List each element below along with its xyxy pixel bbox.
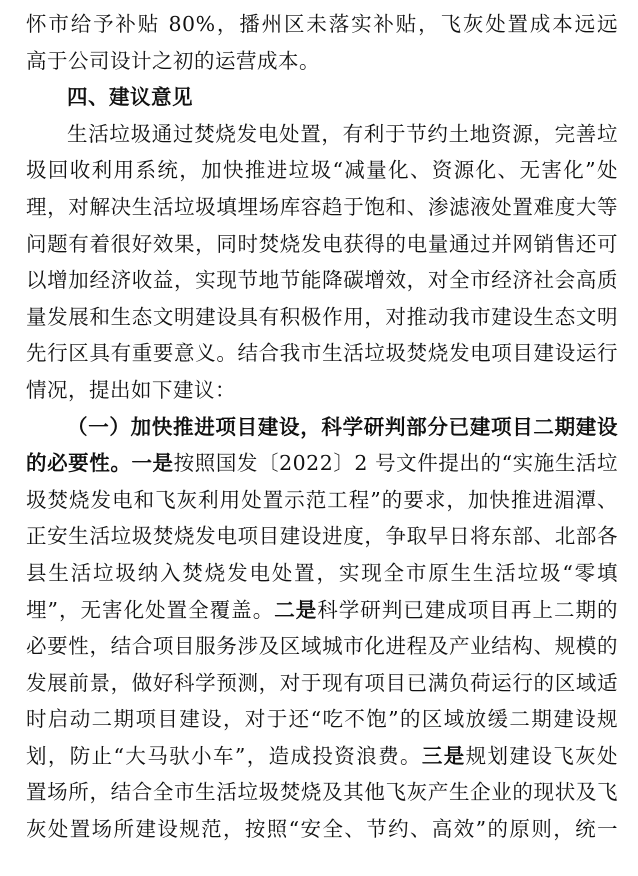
subsection-heading-cont: 的必要性。: [26, 451, 132, 476]
paragraph-line: 置场所，结合全市生活垃圾焚烧及其他飞灰产生企业的现状及飞: [26, 780, 618, 805]
point-label: 二是: [274, 597, 318, 622]
paragraph-line: 量发展和生态文明建设具有积极作用，对推动我市建设生态文明: [26, 304, 618, 329]
subsection-heading: （一）加快推进项目建设，科学研判部分已建项目二期建设: [67, 414, 618, 439]
paragraph-line: 理，对解决生活垃圾填埋场库容趋于饱和、渗滤液处置难度大等: [26, 194, 618, 219]
paragraph-line: 生活垃圾通过焚烧发电处置，有利于节约土地资源，完善垃: [67, 121, 618, 146]
paragraph-line: 时启动二期项目建设，对于还“吃不饱”的区域放缓二期建设规: [26, 707, 618, 732]
paragraph-line: 发展前景，做好科学预测，对于现有项目已满负荷运行的区域适: [26, 670, 618, 695]
paragraph-line: 问题有着很好效果，同时焚烧发电获得的电量通过并网销售还可: [26, 231, 618, 256]
section-heading: 四、建议意见: [67, 85, 193, 110]
paragraph-line: [26, 592, 618, 629]
point-text: 规划建设飞灰处: [465, 743, 618, 768]
point-label: 三是: [421, 743, 466, 768]
paragraph-line: 怀市给予补贴 80%，播州区未落实补贴，飞灰处置成本远远: [26, 12, 618, 36]
point-text: 划，防止“大马驮小车”，造成投资浪费。: [26, 743, 422, 768]
paragraph-line: 圾焚烧发电和飞灰利用处置示范工程”的要求，加快推进湄潭、: [26, 487, 618, 512]
paragraph-line: 县生活垃圾纳入焚烧发电处置，实现全市原生生活垃圾“零填: [26, 560, 618, 585]
paragraph-line: 必要性，结合项目服务涉及区域城市化进程及产业结构、规模的: [26, 634, 618, 659]
point-text: 按照国发〔2022〕2 号文件提出的“实施生活垃: [173, 451, 619, 476]
paragraph-line: 灰处置场所建设规范，按照“安全、节约、高效”的原则，统一: [26, 817, 618, 842]
point-label: 一是: [131, 451, 174, 476]
point-text: 埋”，无害化处置全覆盖。: [26, 597, 275, 622]
paragraph-line: 先行区具有重要意义。结合我市生活垃圾焚烧发电项目建设运行: [26, 341, 618, 366]
paragraph-line: 圾回收利用系统，加快推进垃圾“减量化、资源化、无害化”处: [26, 158, 618, 183]
point-text: 科学研判已建成项目再上二期的: [317, 597, 619, 622]
paragraph-line: [26, 445, 618, 482]
paragraph-line: 高于公司设计之初的运营成本。: [26, 48, 320, 73]
paragraph-line: 以增加经济收益，实现节地节能降碳增效，对全市经济社会高质: [26, 268, 618, 293]
paragraph-line: [26, 738, 618, 775]
paragraph-line: 情况，提出如下建议：: [26, 377, 236, 402]
paragraph-line: 正安生活垃圾焚烧发电项目建设进度，争取早日将东部、北部各: [26, 524, 618, 549]
document-body: [26, 0, 618, 848]
